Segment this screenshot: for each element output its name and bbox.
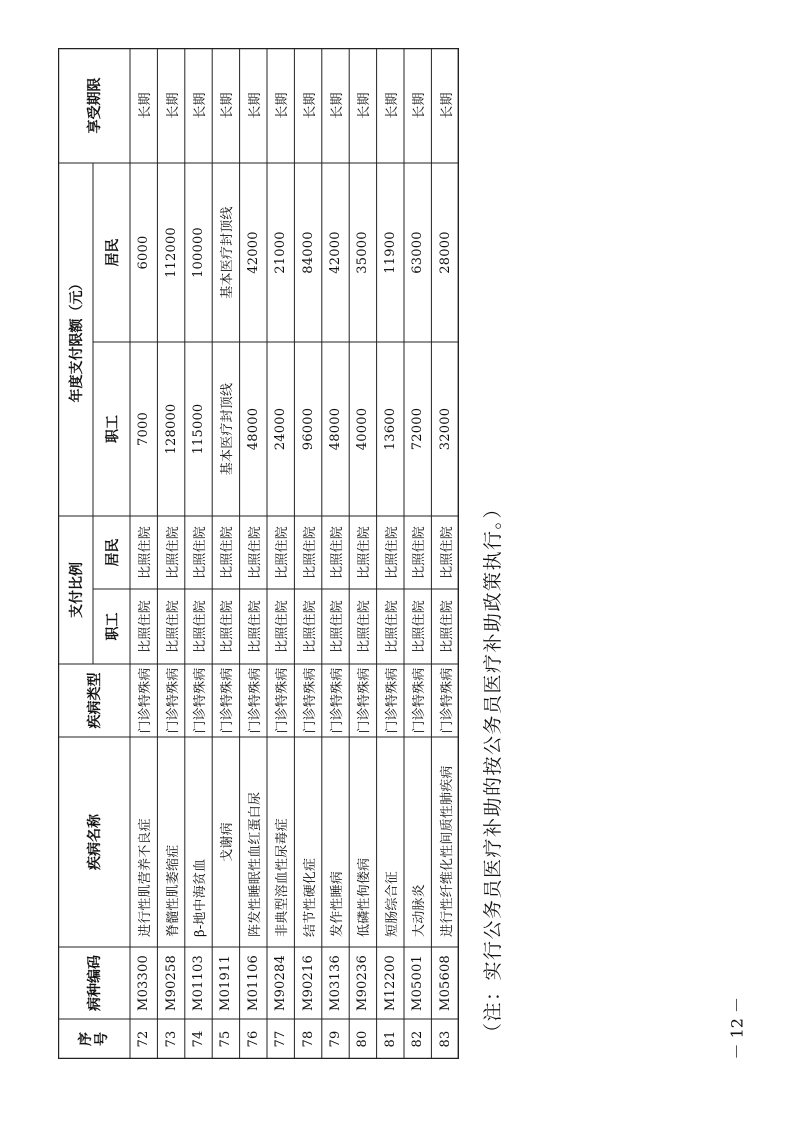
cell-seq: 77 — [273, 1030, 289, 1048]
cell-disease-name: 低磷性佝偻病 — [357, 857, 373, 937]
header-disease-type: 疾病类型 — [87, 672, 103, 729]
cell-limit-resident: 6000 — [136, 235, 152, 270]
cell-period: 长期 — [357, 92, 373, 119]
header-ratio-resident: 居民 — [104, 538, 121, 567]
cell-period: 长期 — [302, 92, 318, 119]
cell-period: 长期 — [384, 92, 400, 119]
cell-period: 长期 — [247, 92, 263, 119]
cell-ratio-employee: 比照住院 — [302, 600, 318, 653]
cell-disease-type: 门诊特殊病 — [412, 667, 428, 734]
header-disease-name: 疾病名称 — [87, 814, 103, 870]
cell-period: 长期 — [439, 92, 455, 119]
cell-limit-resident: 11900 — [382, 231, 398, 274]
cell-limit-employee: 128000 — [163, 403, 179, 455]
header-annual-limit: 年度支付限额（元） — [68, 276, 85, 403]
cell-limit-resident: 84000 — [300, 231, 316, 274]
cell-limit-resident: 42000 — [245, 231, 261, 274]
cell-limit-employee: 48000 — [245, 407, 261, 451]
cell-code: M12200 — [382, 955, 398, 1011]
cell-limit-resident: 35000 — [355, 231, 371, 274]
cell-limit-resident: 28000 — [437, 231, 453, 274]
cell-limit-employee: 32000 — [437, 407, 453, 451]
cell-disease-name: 脊髓性肌萎缩症 — [165, 844, 181, 937]
cell-disease-name: 进行性纤维化性间质性肺疾病 — [439, 765, 455, 937]
cell-code: M01106 — [245, 955, 261, 1011]
header-limit-resident: 居民 — [104, 238, 121, 267]
cell-disease-type: 门诊特殊病 — [138, 667, 154, 734]
cell-ratio-resident: 比照住院 — [412, 526, 428, 579]
cell-ratio-resident: 比照住院 — [439, 526, 455, 579]
cell-ratio-resident: 比照住院 — [384, 526, 400, 579]
cell-limit-employee: 24000 — [273, 407, 289, 451]
cell-seq: 83 — [437, 1030, 453, 1048]
cell-limit-employee: 7000 — [136, 412, 152, 446]
cell-ratio-resident: 比照住院 — [192, 526, 208, 579]
cell-period: 长期 — [165, 92, 181, 119]
cell-period: 长期 — [138, 92, 154, 119]
cell-disease-name: 非典型溶血性尿毒症 — [275, 818, 291, 937]
cell-limit-resident: 基本医疗封顶线 — [220, 206, 236, 299]
page-number: － 12 － — [727, 996, 747, 1060]
cell-code: M90258 — [163, 955, 179, 1011]
cell-ratio-resident: 比照住院 — [357, 526, 373, 579]
cell-seq: 81 — [382, 1030, 398, 1048]
cell-ratio-employee: 比照住院 — [384, 600, 400, 653]
cell-limit-employee: 72000 — [410, 407, 426, 451]
cell-limit-employee: 48000 — [327, 407, 343, 451]
cell-period: 长期 — [192, 92, 208, 119]
cell-disease-type: 门诊特殊病 — [192, 667, 208, 734]
cell-limit-resident: 42000 — [327, 231, 343, 274]
cell-seq: 80 — [355, 1030, 371, 1048]
cell-disease-name: 短肠综合征 — [384, 870, 400, 937]
cell-period: 长期 — [275, 92, 291, 119]
cell-seq: 82 — [410, 1030, 426, 1048]
cell-disease-type: 门诊特殊病 — [247, 667, 263, 734]
cell-ratio-resident: 比照住院 — [247, 526, 263, 579]
cell-seq: 74 — [190, 1030, 206, 1048]
cell-disease-type: 门诊特殊病 — [384, 667, 400, 734]
cell-disease-name: 发作性睡病 — [329, 870, 345, 937]
cell-limit-employee: 基本医疗封顶线 — [220, 382, 236, 476]
cell-disease-type: 门诊特殊病 — [165, 667, 181, 734]
cell-code: M90216 — [300, 955, 316, 1011]
cell-limit-resident: 112000 — [163, 227, 179, 278]
cell-ratio-employee: 比照住院 — [357, 600, 373, 653]
cell-period: 长期 — [329, 92, 345, 119]
cell-disease-name: 阵发性睡眠性血红蛋白尿 — [247, 791, 263, 937]
cell-seq: 79 — [327, 1030, 343, 1048]
header-code: 病种编码 — [87, 955, 103, 1011]
cell-ratio-resident: 比照住院 — [165, 526, 181, 579]
cell-disease-type: 门诊特殊病 — [357, 667, 373, 734]
cell-ratio-employee: 比照住院 — [247, 600, 263, 653]
cell-seq: 73 — [163, 1030, 179, 1048]
cell-disease-type: 门诊特殊病 — [329, 667, 345, 734]
cell-disease-name: 大动脉炎 — [412, 884, 428, 937]
cell-ratio-employee: 比照住院 — [138, 600, 154, 653]
cell-ratio-resident: 比照住院 — [275, 526, 291, 579]
cell-seq: 76 — [245, 1030, 261, 1048]
cell-ratio-employee: 比照住院 — [412, 600, 428, 653]
cell-seq: 78 — [300, 1030, 316, 1048]
cell-code: M90236 — [355, 955, 371, 1011]
cell-ratio-resident: 比照住院 — [220, 526, 236, 579]
cell-code: M03136 — [327, 955, 343, 1011]
cell-code: M05001 — [410, 955, 426, 1011]
cell-disease-type: 门诊特殊病 — [302, 667, 318, 734]
cell-limit-employee: 40000 — [355, 407, 371, 451]
cell-disease-name: β-地中海贫血 — [192, 858, 208, 937]
header-ratio-employee: 职工 — [104, 612, 121, 641]
header-period: 享受期限 — [87, 77, 103, 134]
cell-ratio-employee: 比照住院 — [439, 600, 455, 653]
cell-ratio-employee: 比照住院 — [165, 600, 181, 653]
disease-table — [58, 48, 459, 1059]
cell-code: M03300 — [136, 955, 152, 1011]
cell-ratio-employee: 比照住院 — [329, 600, 345, 653]
cell-limit-employee: 115000 — [190, 403, 206, 455]
footnote: （注：实行公务员医疗补助的按公务员医疗补助政策执行。） — [482, 497, 504, 1042]
cell-ratio-resident: 比照住院 — [138, 526, 154, 579]
cell-seq: 75 — [218, 1030, 234, 1048]
cell-code: M90284 — [273, 955, 289, 1011]
cell-ratio-resident: 比照住院 — [302, 526, 318, 579]
cell-limit-resident: 63000 — [410, 231, 426, 274]
cell-disease-name: 结节性硬化症 — [302, 857, 318, 937]
cell-disease-name: 进行性肌营养不良症 — [138, 818, 154, 937]
cell-period: 长期 — [220, 92, 236, 119]
cell-disease-type: 门诊特殊病 — [275, 667, 291, 734]
header-payment-ratio: 支付比例 — [68, 562, 85, 618]
cell-code: M01911 — [218, 955, 234, 1011]
cell-limit-resident: 100000 — [190, 227, 206, 278]
cell-code: M05608 — [437, 955, 453, 1011]
cell-ratio-employee: 比照住院 — [275, 600, 291, 653]
cell-disease-type: 门诊特殊病 — [439, 667, 455, 734]
cell-limit-employee: 96000 — [300, 407, 316, 451]
cell-seq: 72 — [136, 1030, 152, 1048]
cell-ratio-employee: 比照住院 — [192, 600, 208, 653]
cell-disease-type: 门诊特殊病 — [220, 667, 236, 734]
header-seq: 序号 — [78, 1032, 110, 1046]
header-limit-employee: 职工 — [104, 415, 121, 443]
cell-limit-employee: 13600 — [382, 407, 398, 451]
cell-ratio-employee: 比照住院 — [220, 600, 236, 653]
cell-code: M01103 — [190, 955, 206, 1011]
cell-disease-name: 戈谢病 — [220, 822, 236, 862]
cell-ratio-resident: 比照住院 — [329, 526, 345, 579]
cell-limit-resident: 21000 — [273, 231, 289, 274]
cell-period: 长期 — [412, 92, 428, 119]
